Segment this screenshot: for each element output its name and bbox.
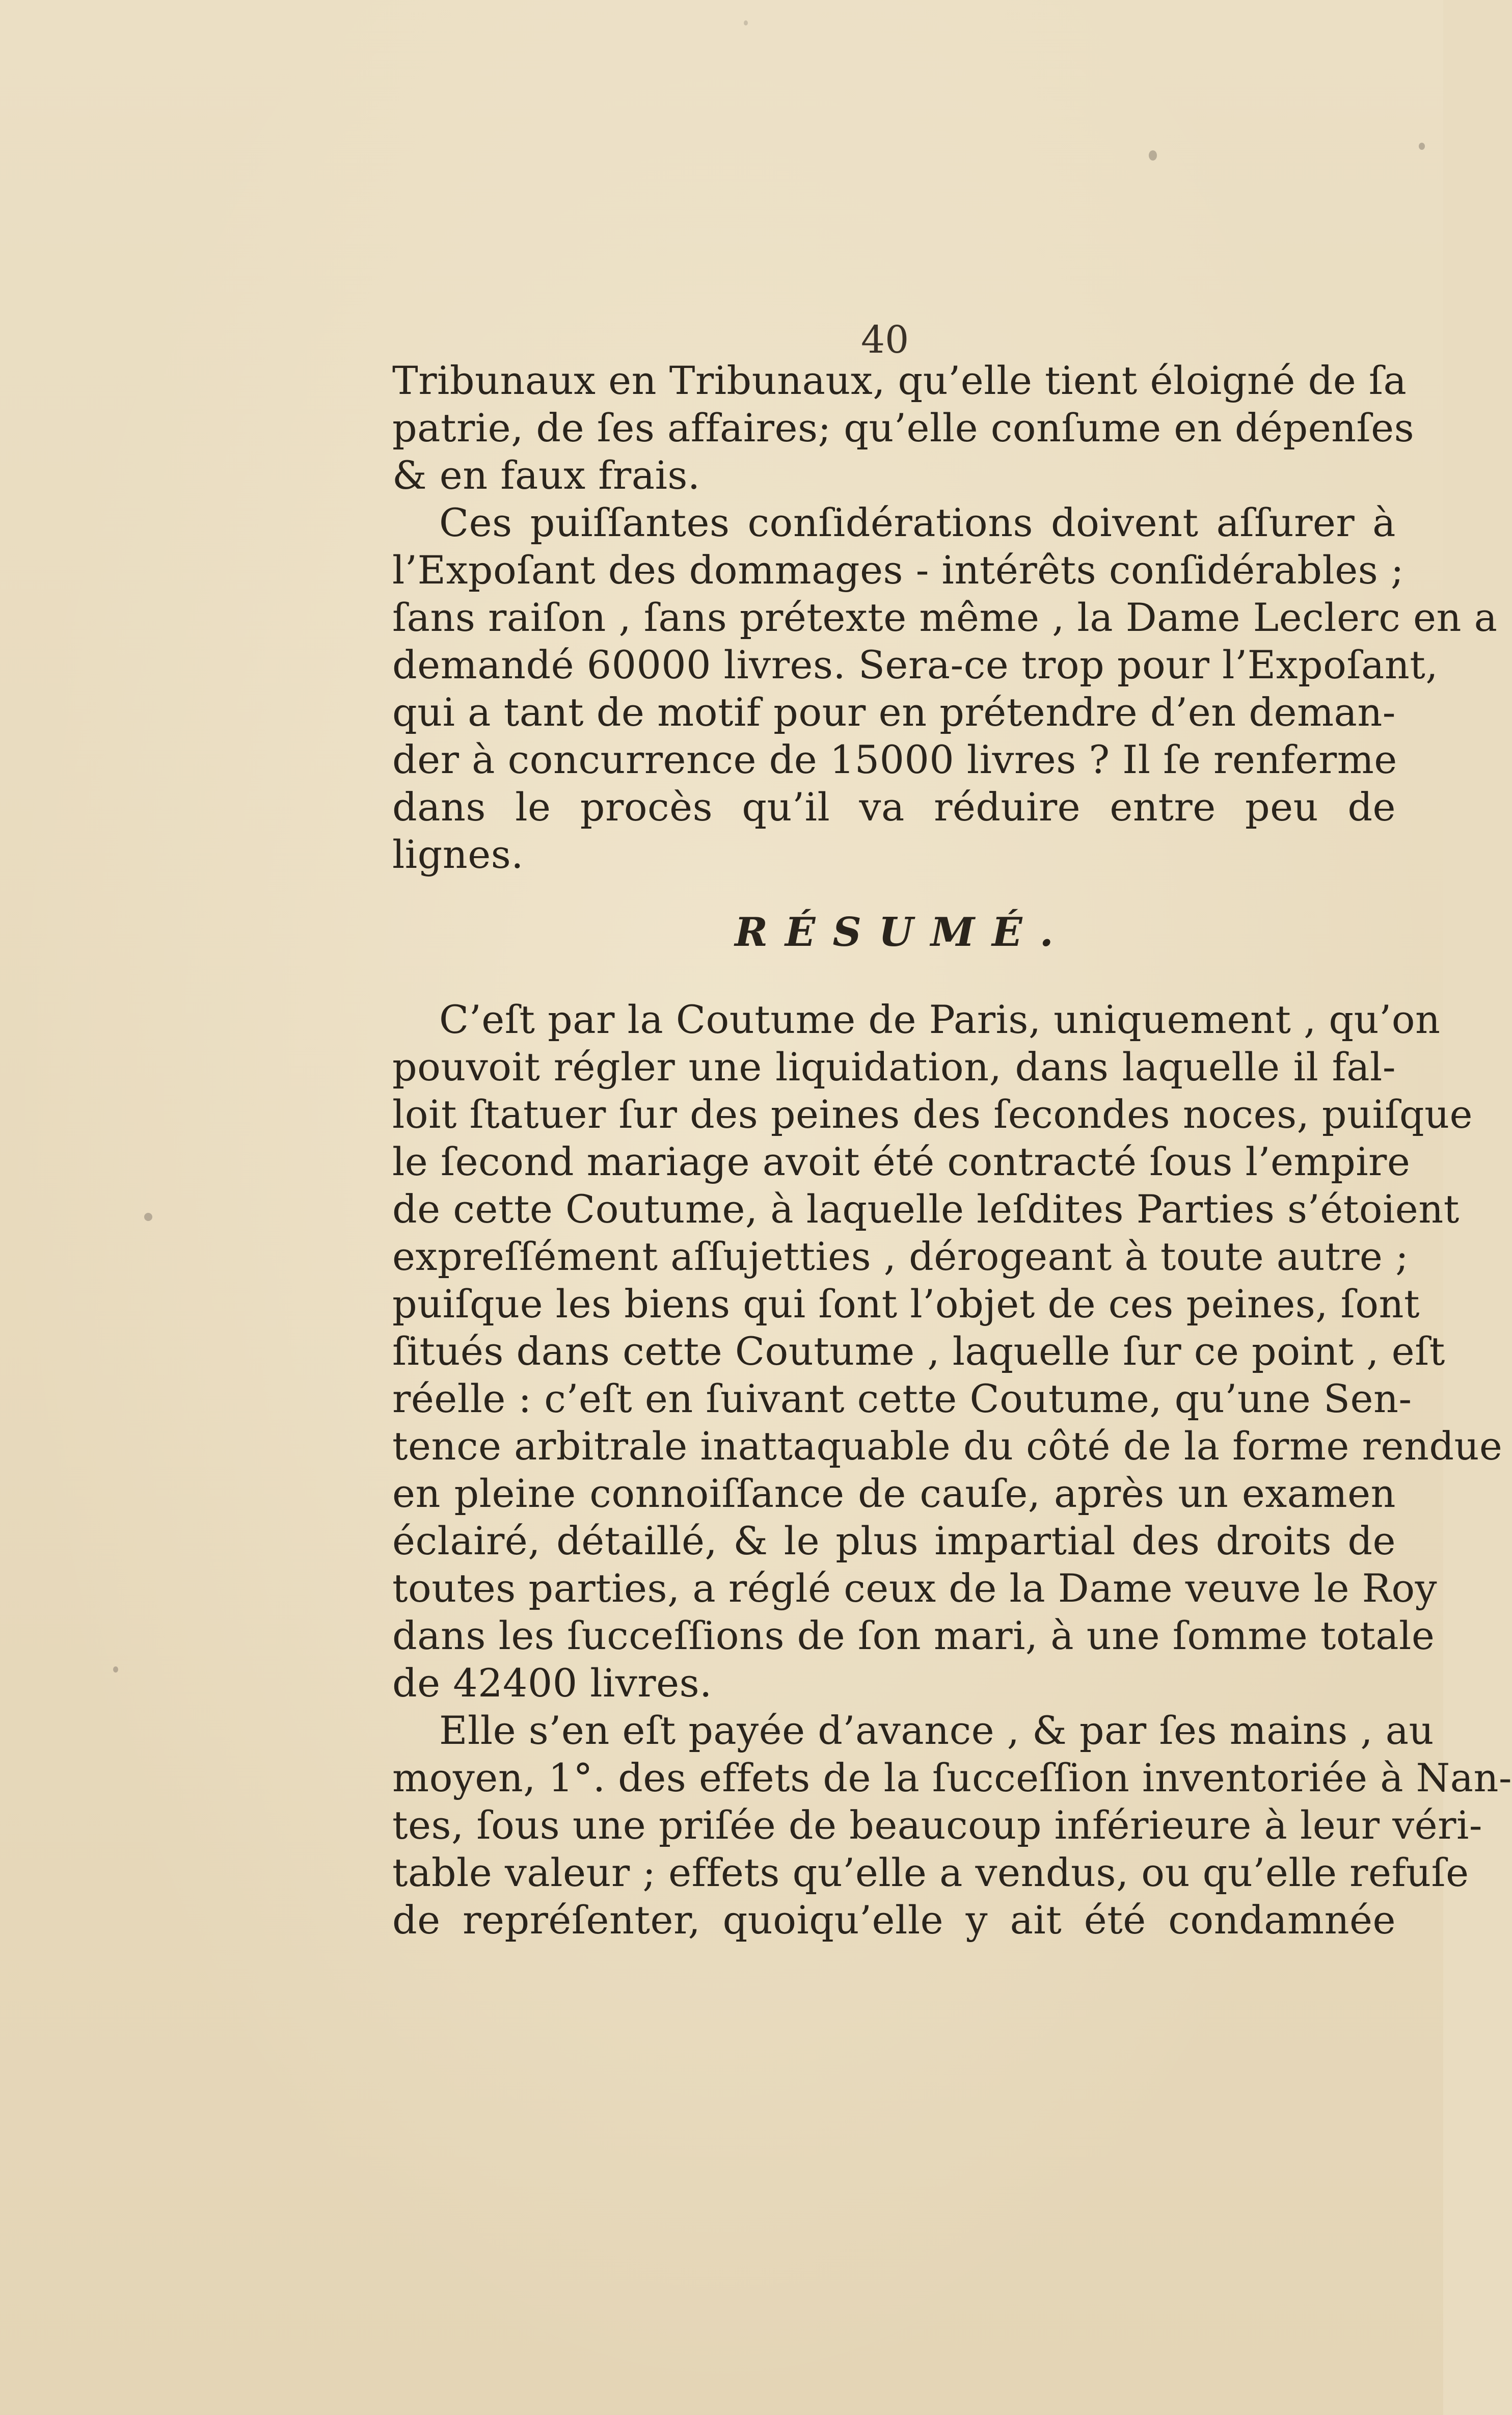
paper-speck	[1419, 143, 1425, 150]
paper-speck	[744, 20, 748, 25]
text-line: de cette Coutume, à laquelle leſdites Parties s’étoient	[392, 1186, 1460, 1232]
page-number: 40	[861, 318, 909, 362]
text-line: Tribunaux en Tribunaux, qu’elle tient éloigné de ſa	[392, 358, 1407, 403]
paper-speck	[113, 1666, 118, 1673]
text-line: demandé 60000 livres. Sera-ce trop pour l’Expoſant,	[392, 642, 1438, 687]
text-line: C’eſt par la Coutume de Paris, uniquement , qu’on	[439, 997, 1441, 1042]
paragraph-coutume	[392, 996, 1503, 1707]
paragraph-considerations	[392, 499, 1498, 878]
text-line: tes, ſous une priſée de beaucoup inférieure à leur véri-	[392, 1802, 1482, 1848]
text-line: ſitués dans cette Coutume , laquelle ſur ce point , eſt	[392, 1329, 1445, 1374]
text-line: dans le procès qu’il va réduire entre peu de	[392, 784, 1396, 830]
text-line: pouvoit régler une liquidation, dans laquelle il fal-	[392, 1044, 1396, 1090]
text-line: l’Expoſant des dommages - intérêts conſidérables ;	[392, 547, 1405, 593]
paper-speck	[144, 1213, 152, 1221]
text-line: de repréſenter, quoiqu’elle y ait été condamnée	[392, 1897, 1396, 1943]
text-line: Ces puiſſantes conſidérations doivent aſſurer à	[439, 500, 1396, 545]
text-line: de 42400 livres.	[392, 1660, 712, 1706]
text-line: der à concurrence de 15000 livres ? Il ſe renferme	[392, 737, 1397, 782]
text-line: en pleine connoiſſance de cauſe, après un examen	[392, 1471, 1396, 1516]
text-line: lignes.	[392, 832, 524, 877]
text-line: moyen, 1°. des effets de la ſucceſſion inventoriée à Nan-	[392, 1755, 1512, 1800]
body-text	[392, 357, 1512, 1944]
text-line: dans les ſucceſſions de ſon mari, à une ſomme totale	[392, 1613, 1435, 1658]
paragraph-payee	[392, 1707, 1512, 1944]
paragraph-continuation	[392, 357, 1415, 499]
text-line: tence arbitrale inattaquable du côté de la forme rendue	[392, 1423, 1503, 1469]
paper-speck	[1149, 150, 1157, 161]
text-line: Elle s’en eſt payée d’avance , & par ſes mains , au	[439, 1708, 1434, 1753]
text-line: toutes parties, a réglé ceux de la Dame veuve le Roy	[392, 1565, 1438, 1611]
section-heading: RÉSUMÉ.	[735, 909, 1071, 956]
text-line: le ſecond mariage avoit été contracté ſous l’empire	[392, 1139, 1411, 1184]
text-line: table valeur ; effets qu’elle a vendus, ou qu’elle refuſe	[392, 1850, 1469, 1895]
text-line: puiſque les biens qui ſont l’objet de ces peines, ſont	[392, 1281, 1420, 1326]
text-line: patrie, de ſes affaires; qu’elle conſume en dépenſes	[392, 405, 1415, 450]
text-line: & en faux frais.	[392, 453, 700, 498]
text-line: expreſſément aſſujetties , dérogeant à toute autre ;	[392, 1234, 1409, 1279]
text-line: loit ſtatuer ſur des peines des ſecondes noces, puiſque	[392, 1092, 1473, 1137]
text-line: ſans raiſon , ſans prétexte même , la Dame Leclerc en a	[392, 595, 1498, 640]
text-line: réelle : c’eſt en ſuivant cette Coutume, qu’une Sen-	[392, 1376, 1412, 1421]
text-line: qui a tant de motif pour en prétendre d’en deman-	[392, 689, 1396, 735]
text-line: éclairé, détaillé, & le plus impartial des droits de	[392, 1518, 1396, 1563]
